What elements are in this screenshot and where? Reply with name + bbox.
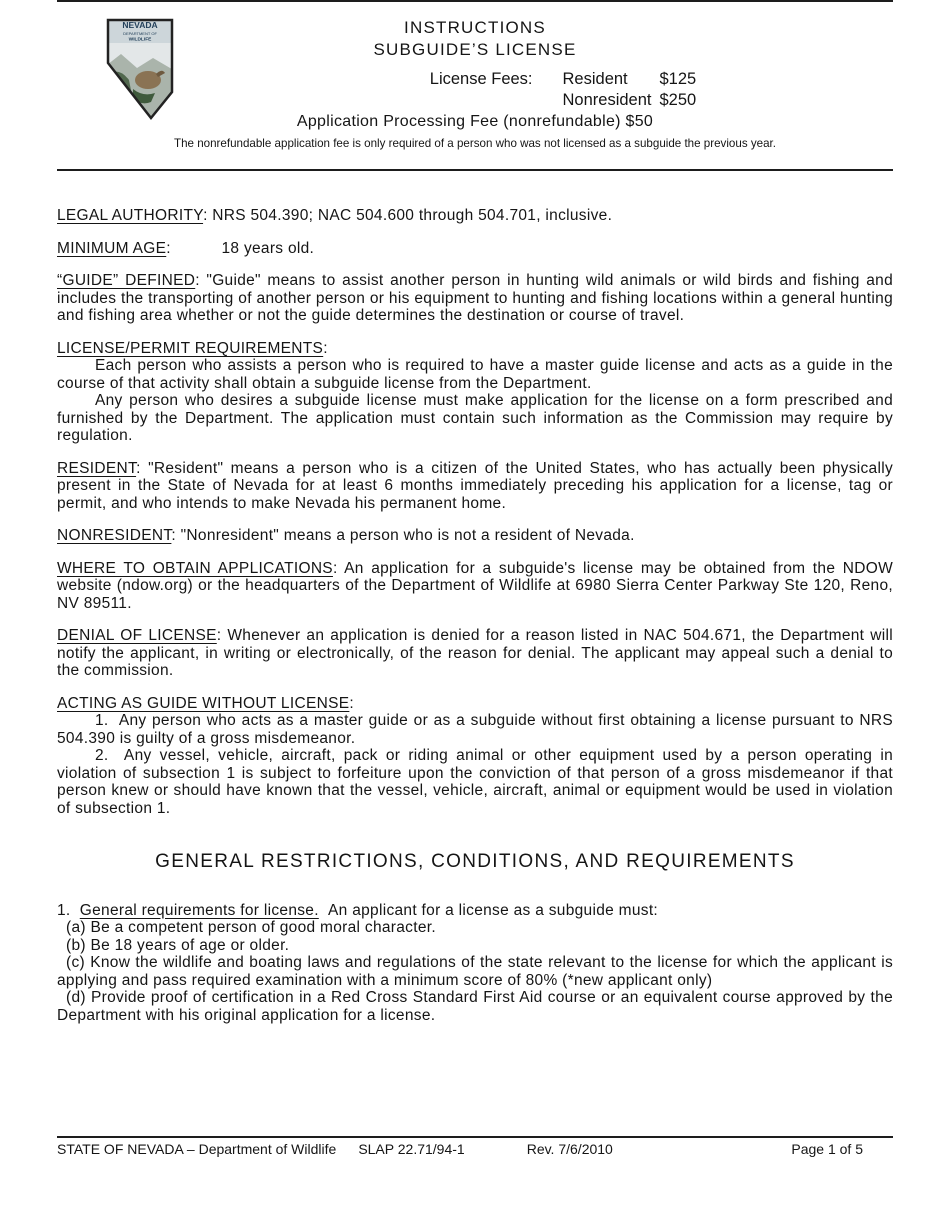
where-to-obtain-text: : An application for a subguide's license may be obtained from the NDOW website (ndow.org) or the headquarters of the Department of Wildlife at 6980 Sierra Center Parkway Ste 120, Reno, NV 89511. xyxy=(57,559,893,612)
logo-text-department: DEPARTMENT OF xyxy=(123,31,157,36)
guide-defined-heading: “GUIDE” DEFINED xyxy=(57,272,196,289)
section-license-permit-requirements xyxy=(57,340,893,445)
acting-heading: ACTING AS GUIDE WITHOUT LICENSE xyxy=(57,694,350,712)
legal-authority-text: : NRS 504.390; NAC 504.600 through 504.701, inclusive. xyxy=(203,207,613,224)
general-requirement-1c: (c) Know the wildlife and boating laws and regulations of the state relevant to the license for which the applicant is applying and pass required examination with a minimum score of 80% (*new applicant only) xyxy=(57,954,893,989)
license-permit-paragraph-1: Each person who assists a person who is required to have a master guide license and acts as a guide in the course of that activity shall obtain a subguide license from the Department. xyxy=(57,357,893,392)
resident-fee-amount: $125 xyxy=(659,70,697,88)
nonresident-text: : "Nonresident" means a person who is not a resident of Nevada. xyxy=(171,527,635,544)
nonresident-fee-amount: $250 xyxy=(659,91,697,109)
general-requirement-1b: (b) Be 18 years of age or older. xyxy=(66,936,290,954)
document-body xyxy=(57,171,893,1024)
nonresident-fee-label: Nonresident xyxy=(562,91,652,109)
section-nonresident xyxy=(57,527,893,545)
general-requirement-1 xyxy=(57,902,893,1025)
logo-text-nevada: NEVADA xyxy=(122,20,158,30)
nonresident-heading: NONRESIDENT xyxy=(57,527,172,544)
document-title-line1: INSTRUCTIONS xyxy=(404,18,546,37)
footer-form-number: SLAP 22.71/94-1 xyxy=(358,1141,465,1157)
document-title-line2: SUBGUIDE’S LICENSE xyxy=(373,40,577,59)
resident-fee-label: Resident xyxy=(562,70,628,88)
minimum-age-text: : 18 years old. xyxy=(166,239,315,257)
license-permit-paragraph-2: Any person who desires a subguide license must make application for the license on a form prescribed and furnished by the Department. The application must contain such information as the Commission may require by regulation. xyxy=(57,392,893,444)
resident-text: : "Resident" means a person who is a citizen of the United States, who has actually been physically present in the State of Nevada for at least 6 months immediately preceding his application for a license, tag or permit, and who intends to make Nevada his permanent home. xyxy=(57,459,893,512)
section-where-to-obtain xyxy=(57,560,893,613)
minimum-age-heading: MINIMUM AGE xyxy=(57,239,167,257)
footer-revision: Rev. 7/6/2010 xyxy=(526,1141,613,1157)
fees-spacer xyxy=(430,90,555,111)
acting-colon: : xyxy=(349,694,354,712)
license-permit-heading-line xyxy=(57,340,893,358)
section-guide-defined xyxy=(57,272,893,325)
legal-authority-heading: LEGAL AUTHORITY xyxy=(57,207,204,224)
acting-item-1: 1. Any person who acts as a master guide or as a subguide without first obtaining a license pursuant to NRS 504.390 is guilty of a gross misdemeanor. xyxy=(57,712,893,747)
license-fees-block xyxy=(57,69,893,111)
license-fees-label: License Fees: xyxy=(429,70,533,88)
where-to-obtain-heading: WHERE TO OBTAIN APPLICATIONS xyxy=(57,559,333,577)
general-requirement-1-number: 1. xyxy=(57,901,80,919)
processing-fee-note: The nonrefundable application fee is only required of a person who was not licensed as a subguide the previous year. xyxy=(174,137,776,150)
section-legal-authority xyxy=(57,207,893,225)
general-requirement-1-title: General requirements for license. xyxy=(79,901,319,919)
section-resident xyxy=(57,460,893,513)
acting-heading-line xyxy=(57,695,893,713)
page-footer xyxy=(57,1136,893,1157)
denial-text: : Whenever an application is denied for a reason listed in NAC 504.671, the Department will notify the applicant, in writing or electronically, of the reason for denial. The applicant may appeal such a denial to the commission. xyxy=(57,627,893,679)
license-permit-colon: : xyxy=(323,339,328,357)
processing-fee-line: Application Processing Fee (nonrefundable) $50 xyxy=(296,113,654,130)
section-denial-of-license xyxy=(57,627,893,680)
footer-page-number: Page 1 of 5 xyxy=(791,1141,863,1157)
logo-text-wildlife: WILDLIFE xyxy=(128,37,152,43)
general-restrictions-heading: GENERAL RESTRICTIONS, CONDITIONS, AND REQUIREMENTS xyxy=(155,851,795,872)
ndow-logo xyxy=(103,16,177,122)
nevada-state-outline-icon xyxy=(103,16,177,122)
denial-heading: DENIAL OF LICENSE xyxy=(57,627,217,644)
license-permit-heading: LICENSE/PERMIT REQUIREMENTS xyxy=(57,339,324,357)
general-requirement-1-rest: An applicant for a license as a subguide must: xyxy=(318,901,659,919)
guide-defined-text: : "Guide" means to assist another person in hunting wild animals or wild birds and fishing and includes the transporting of another person or his equipment to hunting and fishing locations within a general hunting and fishing area whether or not the guide determines the destination or course of travel. xyxy=(57,272,893,324)
general-requirement-1-heading-line xyxy=(57,902,893,920)
footer-agency: STATE OF NEVADA – Department of Wildlife xyxy=(57,1141,337,1157)
acting-item-2: 2. Any vessel, vehicle, aircraft, pack or riding animal or other equipment used by a person operating in violation of subsection 1 is subject to forfeiture upon the conviction of that person of a gross misdemeanor if that person knew or should have known that the vessel, vehicle, aircraft, animal or equipment would be used in violation of subsection 1. xyxy=(57,747,893,817)
section-acting-without-license xyxy=(57,695,893,818)
general-requirement-1a: (a) Be a competent person of good moral character. xyxy=(66,919,436,936)
general-requirement-1d: (d) Provide proof of certification in a Red Cross Standard First Aid course or an equivalent course approved by the Department with his original application for a license. xyxy=(57,989,893,1024)
document-header xyxy=(57,2,893,169)
section-minimum-age xyxy=(57,240,893,258)
resident-heading: RESIDENT xyxy=(57,459,137,477)
